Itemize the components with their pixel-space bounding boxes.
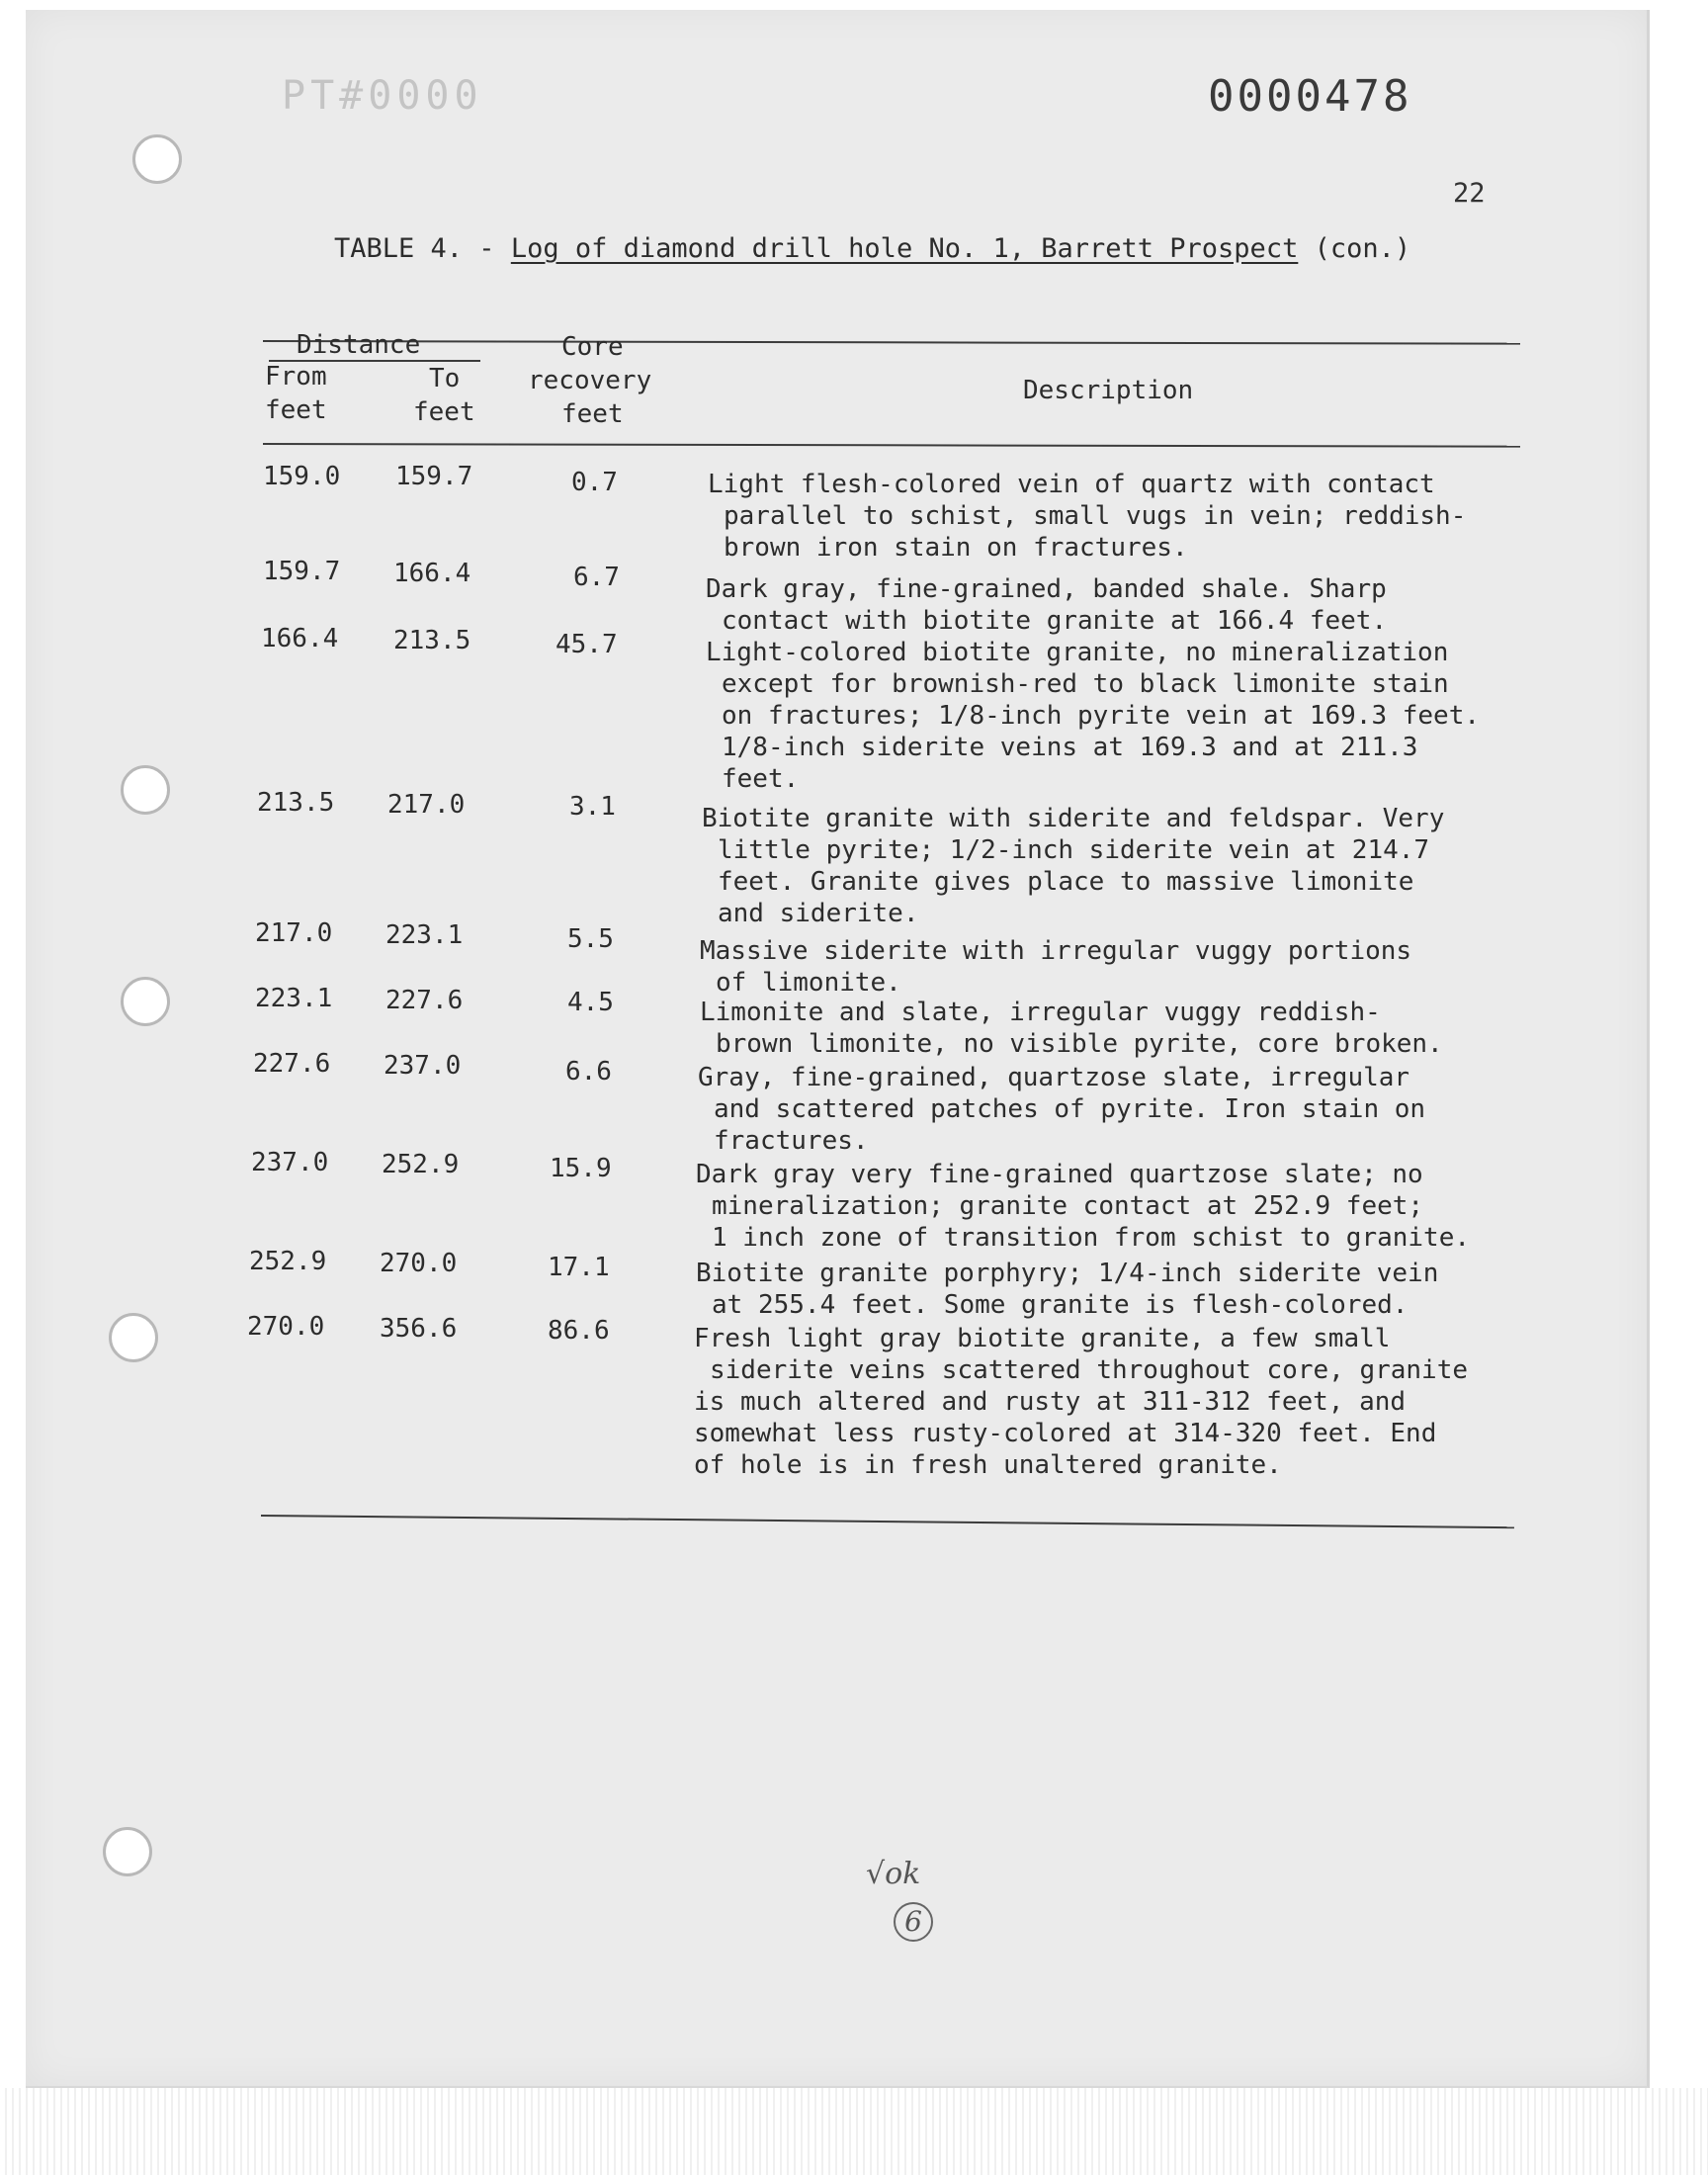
row-2-description — [706, 573, 1536, 637]
description-line: feet. Granite gives place to massive limonite — [718, 867, 1414, 897]
description-line: and siderite. — [718, 899, 919, 928]
description-line: Light flesh-colored vein of quartz with contact — [708, 470, 1435, 499]
header-core: Core — [561, 332, 624, 362]
row-10-from: 270.0 — [247, 1312, 325, 1342]
description-line: contact with biotite granite at 166.4 feet. — [722, 606, 1388, 636]
table-title-prefix: TABLE 4. - — [334, 233, 511, 264]
description-line: and scattered patches of pyrite. Iron stain on — [714, 1094, 1426, 1124]
row-2-from: 159.7 — [263, 557, 341, 586]
faded-stamp-number: PT#0000 — [282, 73, 483, 119]
row-9-from: 252.9 — [249, 1247, 327, 1276]
description-line: parallel to schist, small vugs in vein; reddish- — [724, 501, 1467, 531]
punch-hole — [132, 134, 182, 184]
table-title-main: Log of diamond drill hole No. 1, Barrett Prospect — [510, 233, 1299, 264]
header-distance: Distance — [297, 330, 421, 360]
scan-edge — [0, 2088, 1708, 2175]
description-line: Biotite granite with siderite and feldspar. Very — [702, 804, 1445, 833]
description-line: siderite veins scattered throughout core, granite — [710, 1355, 1469, 1385]
description-line: Limonite and slate, irregular vuggy reddish- — [700, 998, 1381, 1027]
page-number: 22 — [1453, 178, 1486, 209]
row-9-to: 270.0 — [380, 1249, 458, 1278]
row-2-core: 6.7 — [573, 563, 620, 592]
description-line: of hole is in fresh unaltered granite. — [694, 1450, 1282, 1480]
row-8-description — [696, 1159, 1526, 1254]
row-10-to: 356.6 — [380, 1314, 458, 1344]
row-6-core: 4.5 — [567, 988, 614, 1017]
row-8-to: 252.9 — [382, 1150, 460, 1179]
row-10-core: 86.6 — [548, 1316, 610, 1346]
punch-hole — [121, 765, 170, 815]
row-3-from: 166.4 — [261, 624, 339, 653]
table-title — [334, 233, 1410, 264]
description-line: Fresh light gray biotite granite, a few small — [694, 1324, 1391, 1353]
row-9-core: 17.1 — [548, 1253, 610, 1282]
row-3-core: 45.7 — [555, 630, 618, 659]
description-line: fractures. — [714, 1126, 869, 1156]
row-7-from: 227.6 — [253, 1049, 331, 1079]
description-line: brown limonite, no visible pyrite, core broken. — [716, 1029, 1443, 1059]
description-line: somewhat less rusty-colored at 314-320 feet. End — [694, 1419, 1437, 1448]
description-line: little pyrite; 1/2-inch siderite vein at 214.7 — [718, 835, 1430, 865]
row-1-to: 159.7 — [395, 462, 473, 491]
description-line: is much altered and rusty at 311-312 feet, and — [694, 1387, 1407, 1417]
description-line: brown iron stain on fractures. — [724, 533, 1188, 563]
description-line: Dark gray very fine-grained quartzose slate; no — [696, 1160, 1423, 1189]
row-7-description — [698, 1062, 1528, 1157]
punch-hole — [121, 977, 170, 1026]
document-stamp-number: 0000478 — [1208, 71, 1412, 122]
header-core-unit: feet — [561, 399, 624, 429]
handwritten-check-note: √ok — [866, 1857, 921, 1891]
header-description: Description — [1023, 376, 1194, 405]
description-line: feet. — [722, 764, 800, 794]
row-4-core: 3.1 — [569, 792, 616, 822]
row-3-description — [706, 637, 1536, 795]
row-4-from: 213.5 — [257, 788, 335, 818]
row-2-to: 166.4 — [393, 559, 471, 588]
description-line: mineralization; granite contact at 252.9 feet; — [712, 1191, 1424, 1221]
description-line: Light-colored biotite granite, no mineralization — [706, 638, 1449, 667]
handwritten-circled-number: 6 — [894, 1902, 933, 1942]
row-5-core: 5.5 — [567, 924, 614, 954]
description-line: Gray, fine-grained, quartzose slate, irregular — [698, 1063, 1410, 1092]
description-line: of limonite. — [716, 968, 901, 998]
row-1-description — [708, 469, 1538, 564]
row-4-to: 217.0 — [387, 790, 466, 820]
row-6-description — [700, 997, 1530, 1060]
punch-hole — [109, 1313, 158, 1362]
description-line: Massive siderite with irregular vuggy portions — [700, 936, 1412, 966]
row-8-core: 15.9 — [550, 1154, 612, 1183]
row-5-description — [700, 935, 1530, 999]
row-3-to: 213.5 — [393, 626, 471, 655]
header-recovery: recovery — [528, 366, 652, 395]
punch-hole — [103, 1827, 152, 1876]
description-line: 1/8-inch siderite veins at 169.3 and at 211.3 — [722, 733, 1418, 762]
description-line: except for brownish-red to black limonite stain — [722, 669, 1449, 699]
row-6-to: 227.6 — [385, 986, 464, 1015]
description-line: 1 inch zone of transition from schist to granite. — [712, 1223, 1471, 1253]
header-from-unit: feet — [265, 395, 327, 425]
row-6-from: 223.1 — [255, 984, 333, 1013]
row-7-core: 6.6 — [565, 1057, 612, 1087]
description-line: at 255.4 feet. Some granite is flesh-colored. — [712, 1290, 1409, 1320]
row-5-from: 217.0 — [255, 918, 333, 948]
header-to-unit: feet — [413, 397, 475, 427]
header-to: To — [429, 364, 461, 393]
row-4-description — [702, 803, 1532, 929]
row-5-to: 223.1 — [385, 920, 464, 950]
row-9-description — [696, 1258, 1526, 1321]
row-8-from: 237.0 — [251, 1148, 329, 1177]
row-1-core: 0.7 — [571, 468, 618, 497]
header-from: From — [265, 362, 327, 392]
row-1-from: 159.0 — [263, 462, 341, 491]
description-line: on fractures; 1/8-inch pyrite vein at 169.3 feet. — [722, 701, 1481, 731]
description-line: Dark gray, fine-grained, banded shale. Sharp — [706, 574, 1387, 604]
table-title-suffix: (con.) — [1298, 233, 1411, 264]
row-10-description — [694, 1323, 1524, 1481]
row-7-to: 237.0 — [384, 1051, 462, 1081]
description-line: Biotite granite porphyry; 1/4-inch siderite vein — [696, 1259, 1439, 1288]
